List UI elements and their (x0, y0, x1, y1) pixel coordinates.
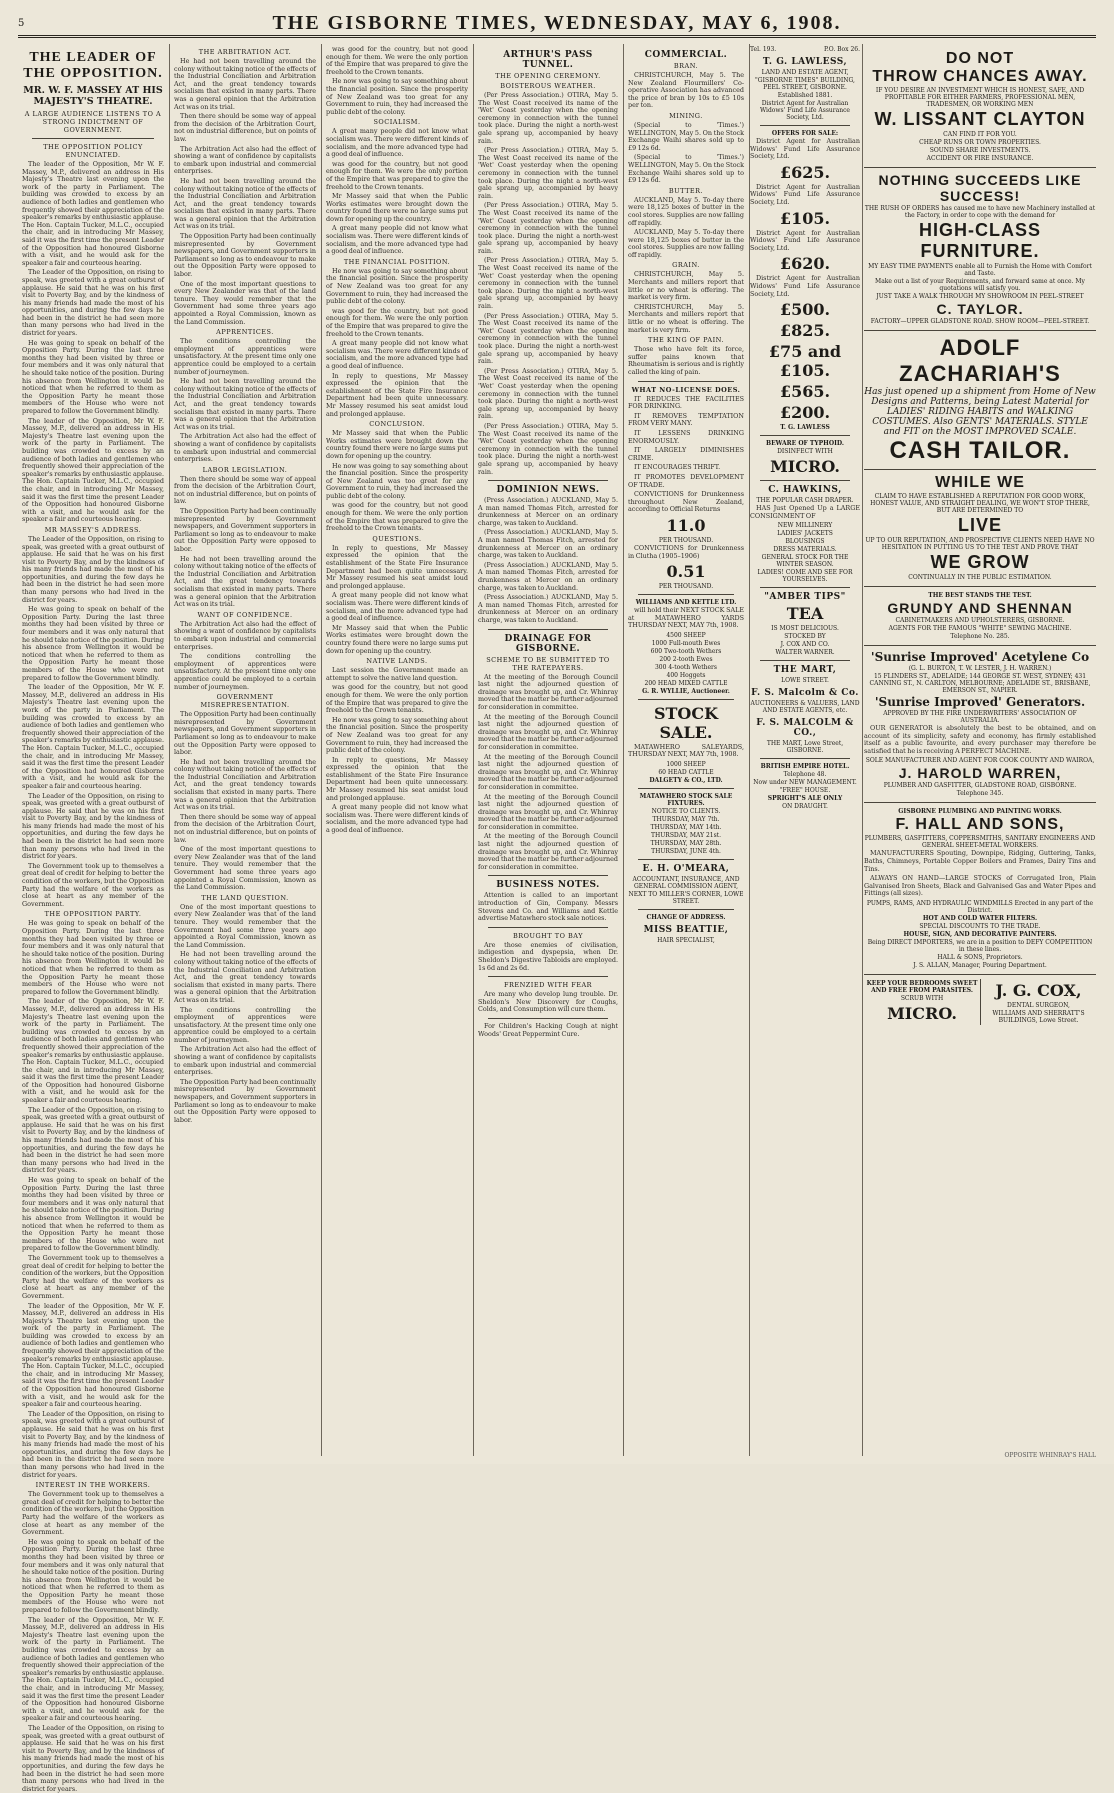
section-heading: INTEREST IN THE WORKERS. (35, 1481, 151, 1490)
article-body: Mr Massey said that when the Public Works estimates were brought down the country found there were no large sums put down for opening up the country. (326, 623, 468, 655)
ad-grundy (864, 587, 1096, 646)
ad-subheading: LOWE STREET. (781, 677, 829, 685)
ad-body: CAN FIND IT FOR YOU. (943, 131, 1017, 138)
ad-body: J. COX AND CO. (780, 641, 830, 649)
list-item: CHEAP RUNS OR TOWN PROPERTIES. (919, 139, 1041, 146)
article-body: A great many people did not know what socialism was. There were different kinds of socialism, and the more advanced type had a good deal of influence. (326, 224, 468, 256)
ad-sunrise (864, 646, 1096, 803)
ad-heading: E. H. O'MEARA, (642, 864, 730, 875)
section-heading: QUESTIONS. (372, 534, 422, 543)
rate-value: 11.0 (666, 515, 706, 535)
article-body: The leader of the Opposition, Mr W. F. Massey, M.P., delivered an address in His Majesty's Theatre last evening upon the work of the party in Parliament. The building was crowded to excess by an audience of both ladies and gentlemen who frequently showed their appreciation of the speaker's remarks by enthusiastic applause. The Hon. Captain Tucker, M.L.C., occupied the chair, and in introducing Mr Massey, said it was the first time the present Leader of the Opposition had honoured Gisborne with a visit, and he would ask for the speaker a fair and courteous hearing. (22, 1301, 164, 1409)
article-subhead: MR. W. F. MASSEY AT HIS MAJESTY'S THEATRE. (23, 85, 163, 107)
ad-brand: HIGH-CLASS FURNITURE. (919, 220, 1041, 261)
ad-brand: GRUNDY AND SHENNAN (887, 600, 1073, 616)
article-headline: COMMERCIAL. (644, 50, 728, 60)
list-item: IT LARGELY DIMINISHES CRIME. (628, 446, 744, 462)
ad-heading: WE GROW (930, 552, 1030, 572)
list-item: BLOUSINGS (785, 538, 825, 546)
list-item: THURSDAY, MAY 7th. (652, 816, 720, 824)
ad-body: SOLE MANUFACTURER AND AGENT FOR COOK COUNTY AND WAIROA, (865, 757, 1095, 765)
ad-heading: THE BEST STANDS THE TEST. (928, 592, 1032, 599)
ad-address: 15 FLINDERS ST., ADELAIDE; 144 GEORGE ST. WEST, SYDNEY; 431 CANNING ST., N. CARLTON, MELBOURNE; ADELAIDE ST., BRISBANE, EMERSON ST., NAPIER. (869, 673, 1091, 694)
ad-body: District Agent for Australian Widows' Fund Life Assurance Society, Ltd. (750, 137, 860, 161)
article-body: He was going to speak on behalf of the Opposition Party. During the last three months they had been visited by three or four members and it was only natural that he should take notice of the position. During his absence from Wellington it would be noticed that when he referred to them as the Opposition Party he meant those members of the House who were not prepared to follow the Government blindly. (22, 338, 164, 415)
article-body: He now was going to say something about the financial position. Since the prosperity of New Zealand was too great for any Government to ruin, they had increased the public debt of the colony. (326, 266, 468, 306)
masthead (18, 12, 1096, 38)
ad-heading: THE MART, (773, 665, 837, 676)
article-headline: THE LEADER OF THE OPPOSITION. (23, 50, 163, 81)
ad-body: CONVICTIONS for Drunkenness in Clutha (1905–1906) (628, 543, 744, 560)
ad-body: MATAWHERO SALEYARDS, THURSDAY NEXT, MAY 7th, 1908. (628, 742, 744, 759)
article-body: (Press Association.) AUCKLAND, May 5. A man named Thomas Fitch, arrested for drunkenness at Mercer on an ordinary charge, was taken to Auckland. (478, 496, 618, 527)
ad-zachariah (864, 331, 1096, 470)
list-item: 1000 Full-mouth Ewes (651, 639, 721, 647)
list-item: 200 2-tooth Ewes (659, 655, 713, 663)
article-headline: DOMINION NEWS. (496, 485, 600, 496)
article-body: was good for the country, but not good enough for them. We were the only portion of the Empire that was prepared to give the freehold to the Crown tenants. (326, 306, 468, 338)
article-body: He was going to speak on behalf of the Opposition Party. During the last three months they had been visited by three or four members and it was only natural that he should take notice of the position. During his absence from Wellington it would be noticed that when he referred to them as the Opposition Party he meant those members of the House who were not prepared to follow the Government blindly. (22, 1176, 164, 1253)
article-deck: THE OPENING CEREMONY. (495, 72, 601, 80)
ad-body: Make out a list of your Requirements, and forward same at once. My quotations will satisfy you. (875, 278, 1085, 292)
article-body: The Leader of the Opposition, on rising to speak, was greeted with a great outburst of applause. He said that he was on his first visit to Poverty Bay, and by the kindness of his many friends had made the most of his opportunities, and during the few days he had been in the district he had seen more than many persons who had lived in the district for years. (22, 1105, 164, 1175)
ad-established: Established 1881. (777, 92, 833, 99)
article-body: A great many people did not know what socialism was. There were different kinds of socialism, and the more advanced type had a good deal of influence. (326, 127, 468, 159)
ad-body: PUMPS, RAMS, AND HYDRAULIC WINDMILLS Erected in any part of the District. (866, 899, 1094, 914)
article-body: The Leader of the Opposition, on rising to speak, was greeted with a great outburst of applause. He said that he was on his first visit to Poverty Bay, and by the kindness of his many friends had made the most of his opportunities, and during the few days he had been in the district he had seen more than many persons who had lived in the district for years. (22, 1409, 164, 1479)
ad-subheading: PLUMBERS, GASFITTERS, COPPERSMITHS, SANITARY ENGINEERS AND GENERAL SHEET-METAL WORKERS. (864, 835, 1096, 850)
ad-brand: W. LISSANT CLAYTON (874, 109, 1086, 129)
article-body: The leader of the Opposition, Mr W. F. Massey, M.P., delivered an address in His Majesty's Theatre last evening upon the work of the party in Parliament. The building was crowded to excess by an audience of both ladies and gentlemen who frequently showed their appreciation of the speaker's remarks by enthusiastic applause. The Hon. Captain Tucker, M.L.C., occupied the chair, and in introducing Mr Massey, said it was the first time the present Leader of the Opposition had honoured Gisborne with a visit, and he would ask for the speaker a fair and courteous hearing. (22, 1615, 164, 1723)
price-value: £200. (779, 403, 831, 423)
ad-body: District Agent for Australian Widows' Fund Life Assurance Society, Ltd. (759, 100, 850, 121)
ad-body: AGENTS FOR THE FAMOUS "WHITE" SEWING MACHINE. (888, 625, 1072, 632)
article-body: The Government took up to themselves a great deal of credit for helping to better the condition of the workers, but the Opposition Party had the welfare of the workers as close at heart as any member of the Government. (22, 1253, 164, 1300)
article-body: The leader of the Opposition, Mr W. F. Massey, M.P., delivered an address in His Majesty's Theatre last evening upon the work of the party in Parliament. The building was crowded to excess by an audience of both ladies and gentlemen who frequently showed their appreciation of the speaker's remarks by enthusiastic applause. The Hon. Captain Tucker, M.L.C., occupied the chair, and in introducing Mr Massey, said it was the first time the present Leader of the Opposition had honoured Gisborne with a visit, and he would ask for the speaker a fair and courteous hearing. (22, 416, 164, 524)
ad-body: MY EASY TIME PAYMENTS enable all to Furnish the Home with Comfort and Taste. (868, 263, 1092, 277)
article-body: The leader of the Opposition, Mr W. F. Massey, M.P., delivered an address in His Majesty's Theatre last evening upon the work of the party in Parliament. The building was crowded to excess by an audience of both ladies and gentlemen who frequently showed their appreciation of the speaker's remarks by enthusiastic applause. The Hon. Captain Tucker, M.L.C., occupied the chair, and in introducing Mr Massey, said it was the first time the present Leader of the Opposition had honoured Gisborne with a visit, and he would ask for the speaker a fair and courteous hearing. (22, 160, 164, 267)
list-item: SOUND SHARE INVESTMENTS. (929, 147, 1031, 154)
ad-heading: T. G. LAWLESS (780, 424, 830, 432)
list-item: LADIES' JACKETS (777, 530, 833, 538)
list-item: IT LESSENS DRINKING ENORMOUSLY. (628, 428, 744, 445)
ad-heading: BEWARE OF TYPHOID. (766, 440, 844, 448)
price-value: £500. (779, 300, 831, 320)
section-heading: BUTTER. (668, 186, 704, 195)
article-body: He had not been travelling around the colony without taking notice of the effects of the Industrial Conciliation and Arbitration Act, and the great tendency towards socialism that existed in many parts. There was a general opinion that the Arbitration Act was on its trial. (174, 757, 316, 812)
ad-heading: WILLIAMS AND KETTLE LTD. (635, 599, 737, 607)
article-body: At the meeting of the Borough Council last night the adjourned question of drainage was brought up, and Cr. Whinray moved that the matter be further adjourned for consideration in committee. (478, 832, 618, 871)
column-1 (18, 46, 168, 1793)
article-body: The Arbitration Act also had the effect of showing a want of confidence by capitalists to embark upon industrial and commercial enterprises. (174, 1045, 316, 1077)
ad-heading: STOCK SALE. (653, 703, 719, 742)
article-body: At the meeting of the Borough Council last night the adjourned question of drainage was brought up, and Cr. Whinray moved that the matter be further adjourned for consideration in committee. (478, 792, 618, 831)
price-value: £565. (779, 382, 831, 402)
article-body: (Per Press Association.) OTIRA, May 5. The West Coast received its name of the 'Wet' Coast yesterday when the opening ceremony in connection with the tunnel took place. During the night a north-west gale sprang up, accompanied by heavy rain. (478, 366, 618, 421)
list-item: THURSDAY, JUNE 4th. (651, 848, 721, 856)
article-body: (Special to 'Times.') WELLINGTON, May 5. On the Stock Exchange Waihi shares sold up to £9 12s 6d. (628, 120, 744, 152)
list-item: NEW MILLINERY (777, 522, 833, 530)
telephone-number: Telephone 48. (783, 771, 827, 779)
article-deck: SCHEME TO BE SUBMITTED TO THE RATEPAYERS. (486, 655, 610, 672)
ad-address: WILLIAMS AND SHERRATT'S BUILDINGS, Lowe Street. (992, 1009, 1085, 1024)
ad-body: ON DRAUGHT. (782, 803, 828, 811)
auctioneer-name: DALGETY & CO., LTD. (649, 777, 723, 785)
article-body: The Leader of the Opposition, on rising to speak, was greeted with a great outburst of applause. He said that he was on his first visit to Poverty Bay, and by the kindness of his many friends had made the most of his opportunities, and during the few days he had been in the district he had seen more than many persons who had lived in the district for years. (22, 1723, 164, 1793)
ad-heading: CHANGE OF ADDRESS. (646, 914, 726, 922)
section-heading: THE FINANCIAL POSITION. (343, 257, 451, 266)
article-body: He now was going to say something about the financial position. Since the prosperity of New Zealand was too great for any Government to ruin, they had increased the public debt of the colony. (326, 77, 468, 116)
ad-body: Now under NEW MANAGEMENT. (753, 779, 857, 787)
ad-body: will hold their NEXT STOCK SALE at MATAWHERO YARDS THURSDAY NEXT, MAY 7th, 1908. (628, 606, 744, 630)
article-body: (Press Association.) AUCKLAND, May 5. A man named Thomas Fitch, arrested for drunkenness at Mercer on an ordinary charge, was taken to Auckland. (478, 560, 618, 592)
ad-bottom-row (864, 975, 1096, 1025)
ad-taylor (864, 168, 1096, 331)
ad-body: CONTINUALLY IN THE PUBLIC ESTIMATION. (908, 574, 1052, 581)
ad-body: MANUFACTURERS Spouting, Downpipe, Ridging, Guttering, Tanks, Baths, Chimneys, Portable Copper Boilers and Frames, Dairy Tins and Tins. (864, 849, 1096, 873)
article-body: The Government took up to themselves a great deal of credit for helping to better the condition of the workers, but the Opposition Party had the welfare of the workers as close at heart as any member of the Government. (22, 1490, 164, 1537)
article-body: At the meeting of the Borough Council last night the adjourned question of drainage was brought up, and Cr. Whinray moved that the matter be further adjourned for consideration in committee. (478, 672, 618, 711)
rate-unit: PER THOUSAND. (658, 583, 714, 591)
ad-body: APPROVED BY THE FIRE UNDERWRITERS' ASSOCIATION OF AUSTRALIA. (883, 710, 1077, 724)
ad-body: JUST TAKE A WALK THROUGH MY SHOWROOM IN PEEL-STREET (876, 293, 1084, 300)
page-footer: OPPOSITE WHINRAY'S HALL (1004, 1452, 1096, 1459)
ad-body: SPRIGHT'S ALE ONLY (767, 795, 843, 803)
article-body: One of the most important questions to every New Zealander was that of the land tenure. They would remember that the Government had some three years ago appointed a Royal Commission, known as the Land Commission. (174, 845, 316, 892)
ad-body: GENERAL STOCK FOR THE WINTER SEASON. (761, 554, 849, 569)
article-body: A great many people did not know what socialism was. There were different kinds of socialism, and the more advanced type had a good deal of influence. (326, 339, 468, 370)
ad-body: "FREE" HOUSE. (779, 787, 831, 795)
ad-address: "GISBORNE TIMES" BUILDING, PEEL STREET, GISBORNE. (755, 77, 855, 91)
ad-hall (864, 803, 1096, 975)
ad-body: District Agent for Australian Widows' Fund Life Assurance Society, Ltd. (750, 228, 860, 252)
article-body: In reply to questions, Mr Massey expressed the opinion that the establishment of the State Fire Insurance Department had been quite unnecessary. Mr Massey resumed his seat amidst loud and prolonged applause. (326, 371, 468, 418)
list-item: THURSDAY, MAY 14th. (650, 824, 722, 832)
po-box: P.O. Box 26. (824, 46, 860, 53)
page-title: THE GISBORNE TIMES, WEDNESDAY, MAY 6, 1908. (272, 12, 842, 34)
article-body: He was going to speak on behalf of the Opposition Party. During the last three months they had been visited by three or four members and it was only natural that he should take notice of the position. During his absence from Wellington it would be noticed that when he referred to them as the Opposition Party he meant those members of the House who were not prepared to follow the Government blindly. (22, 1537, 164, 1615)
article-body: Then there should be some way of appeal from the decision of the Arbitration Court, not on industrial difference, but on points of law. (174, 812, 316, 844)
column-3 (322, 46, 472, 1454)
list-item: THURSDAY, MAY 21st. (651, 832, 721, 840)
article-body: At the meeting of the Borough Council last night the adjourned question of drainage was brought up, and Cr. Whinray moved that the matter be further adjourned for consideration in committee. (478, 752, 618, 791)
article-body: The Leader of the Opposition, on rising to speak, was greeted with a great outburst of applause. He said that he was on his first visit to Poverty Bay, and by the kindness of his many friends had made the most of his opportunities, and during the few days he had been in the district he had seen more than many persons who had lived in the district for years. (22, 268, 164, 338)
ad-body: WALTER WARNER. (775, 649, 835, 657)
ad-heading: GISBORNE PLUMBING AND PAINTING WORKS. (898, 808, 1062, 816)
article-body: He had not been travelling around the colony without taking notice of the effects of the Industrial Conciliation and Arbitration Act, and the great tendency towards socialism that existed in many parts. There was a general opinion that the Arbitration Act was on its trial. (174, 554, 316, 609)
article-body: The conditions controlling the employment of apprentices were unsatisfactory. At the present time only one apprentice could be employed to a certain number of journeymen. (174, 1005, 316, 1044)
article-body: AUCKLAND, May 5. To-day there were 18,125 boxes of butter in the cool stores. Supplies are now falling off rapidly. (628, 195, 744, 227)
article-deck: A LARGE AUDIENCE LISTENS TO A STRONG INDICTMENT OF GOVERNMENT. (24, 110, 162, 134)
ad-body: HALL & SONS, Proprietors. (937, 953, 1023, 961)
article-body: (Press Association.) AUCKLAND, May 5. A man named Thomas Fitch, arrested for drunkenness at Mercer on an ordinary charge, was taken to Auckland. (478, 593, 618, 624)
ad-heading: "AMBER TIPS" (764, 592, 846, 603)
ad-body: HOT AND COLD WATER FILTERS. (922, 914, 1038, 922)
ad-body: Has just opened up a shipment from Home of New Designs and Patterns, being Latest Material for LADIES' RIDING HABITS and WALKING COSTUMES. Also GENTS' MATERIALS. STYLE and FIT on the MOST IMPROVED SCALE. (864, 387, 1096, 437)
article-body: In reply to questions, Mr Massey expressed the opinion that the establishment of the State Fire Insurance Department had been quite unnecessary. Mr Massey resumed his seat amidst loud and prolonged applause. (326, 755, 468, 802)
price-value: £825. (779, 321, 831, 341)
list-item: THURSDAY, MAY 28th. (650, 840, 722, 848)
article-body: Attention is called to an important introduction of Gin, Company. Messrs Stevens and Co. and Williams and Kettle advertise Matawhero stock sale notices. (478, 891, 618, 923)
ad-subheading: DENTAL SURGEON, (1007, 1001, 1070, 1009)
article-body: The Opposition Party had been continually misrepresented by Government newspapers, and Government supporters in Parliament so long as to endeavour to make out the Opposition Party were opposed to labor. (174, 507, 316, 554)
article-body: He now was going to say something about the financial position. Since the prosperity of New Zealand was too great for any Government to ruin, they had increased the public debt of the colony. (326, 461, 468, 500)
ad-brand: MICRO. (770, 457, 840, 477)
article-body: AUCKLAND, May 5. To-day there were 18,125 boxes of butter in the cool stores. Supplies are now falling off rapidly. (628, 228, 744, 259)
article-body: The Arbitration Act also had the effect of showing a want of confidence by capitalists to embark upon industrial and commercial enterprises. (174, 432, 316, 464)
ad-heading: MATAWHERO STOCK SALE FIXTURES. (639, 793, 733, 808)
ad-address: PLUMBER AND GASFITTER, GLADSTONE ROAD, GISBORNE. (883, 782, 1077, 790)
article-body: The Opposition Party had been continually misrepresented by Government newspapers, and Government supporters in Parliament so long as to endeavour to make out the Opposition Party were opposed to labor. (174, 1077, 316, 1124)
article-body: The Opposition Party had been continually misrepresented by Government newspapers, and Government supporters in Parliament so long as to endeavour to make out the Opposition Party were opposed to labor. (174, 232, 316, 279)
column-2 (170, 46, 320, 1454)
ad-subheading: AUCTIONEERS & VALUERS, LAND AND ESTATE AGENTS, etc. (750, 700, 860, 715)
ad-heading: WHILE WE (935, 474, 1025, 491)
article-body: One of the most important questions to every New Zealander was that of the land tenure. They would remember that the Government had some three years ago appointed a Royal Commission, known as the Land Commission. (174, 902, 316, 949)
article-body: Mr Massey said that when the Public Works estimates were brought down the country found there were no large sums put down for opening up the country. (326, 429, 468, 460)
telephone-number: Telephone No. 285. (950, 633, 1010, 640)
section-heading: SOCIALISM. (373, 118, 421, 127)
ad-brand: F. HALL AND SONS, (895, 816, 1065, 834)
ad-body: Being DIRECT IMPORTERS, we are in a position to DEFY COMPETITION in these lines. (867, 938, 1093, 953)
ad-body: OUR GENERATOR is absolutely the best to be obtained, and on account of its simplicity, safety and economy, has firmly established itself as a public favourite, and every purchaser may therefore be satisfied that he is receiving A PERFECT MACHINE. (864, 724, 1096, 755)
list-item: IT REDUCES THE FACILITIES FOR DRINKING. (628, 394, 744, 411)
list-item: IT ENCOURAGES THRIFT. (634, 463, 721, 472)
article-body: The Leader of the Opposition, on rising to speak, was greeted with a great outburst of applause. He said that he was on his first visit to Poverty Bay, and by the kindness of his many friends had made the most of his opportunities, and during the few days he had been in the district he had seen more than many persons who had lived in the district for years. (22, 791, 164, 861)
ad-heading: LIVE (957, 515, 1002, 535)
article-body: (Per Press Association.) OTIRA, May 5. The West Coast received its name of the 'Wet' Coast yesterday when the opening ceremony in connection with the tunnel took place. During the night a north-west gale sprang up, accompanied by heavy rain. (478, 201, 618, 255)
ad-brand: TEA (786, 604, 824, 624)
ad-body: CLAIM TO HAVE ESTABLISHED A REPUTATION FOR GOOD WORK, HONEST VALUE, AND STRAIGHT DEALING, WE WON'T STOP THERE, BUT ARE DETERMINED TO (870, 493, 1090, 514)
article-body: The Government took up to themselves a great deal of credit for helping to better the condition of the workers, but the Opposition Party had the welfare of the workers as close at heart as any member of the Government. (22, 861, 164, 908)
article-headline: DRAINAGE FOR GISBORNE. (504, 633, 592, 654)
section-heading: THE ARBITRATION ACT. (198, 48, 292, 56)
article-body: He had not been travelling around the colony without taking notice of the effects of the Industrial Conciliation and Arbitration Act, and the great tendency towards socialism that existed in many parts. There was a general opinion that the Arbitration Act was on its trial. (174, 377, 316, 431)
ad-body: SCRUB WITH (900, 994, 944, 1002)
article-body: At the meeting of the Borough Council last night the adjourned question of drainage was brought up, and Cr. Whinray moved that the matter be further adjourned for consideration in committee. (478, 712, 618, 751)
list-item: 1000 SHEEP (666, 761, 706, 769)
ad-do-not (864, 46, 1096, 168)
ad-subheading: LAND AND ESTATE AGENT, (761, 69, 849, 76)
ad-body: HOUSE, SIGN, AND DECORATIVE PAINTERS. (903, 930, 1057, 938)
article-body: (Special to 'Times.') WELLINGTON, May 5. On the Stock Exchange Waihi shares sold up to £9 12s 6d. (628, 153, 744, 185)
ad-heading: F. S. Malcolm & Co. (751, 688, 859, 699)
article-body: In reply to questions, Mr Massey expressed the opinion that the establishment of the State Fire Insurance Department had been quite unnecessary. Mr Massey resumed his seat amidst loud and prolonged applause. (326, 543, 468, 590)
column-5 (624, 46, 748, 1454)
ad-body: Are those enemies of civilisation, indigestion and dyspepsia, when Dr. Sheldon's Digestive Tabloids are employed. 1s 6d and 2s 6d. (478, 940, 618, 972)
ad-heading: F. S. MALCOLM & CO., (756, 718, 854, 739)
ad-body: STOCKED BY (784, 633, 826, 641)
ad-heading: BRITISH EMPIRE HOTEL. (760, 763, 850, 771)
article-body: He had not been travelling around the colony without taking notice of the effects of the Industrial Conciliation and Arbitration Act, and the great tendency towards socialism that existed in many parts. There was a general opinion that the Arbitration Act was on its trial. (174, 176, 316, 231)
article-body: A great many people did not know what socialism was. There were different kinds of socialism, and the more advanced type had a good deal of influence. (326, 591, 468, 623)
section-heading: CONCLUSION. (369, 420, 425, 429)
ad-heading: MISS BEATTIE, (643, 925, 729, 936)
telephone-number: Tel. 193. (750, 46, 777, 53)
list-item: DRESS MATERIALS. (773, 546, 837, 554)
article-body: The Arbitration Act also had the effect of showing a want of confidence by capitalists to embark upon industrial and commercial enterprises. (174, 144, 316, 176)
article-body: (Per Press Association.) OTIRA, May 5. The West Coast received its name of the 'Wet' Coast yesterday when the opening ceremony in connection with the tunnel took place. During the night a north-west gale sprang up, accompanied by heavy rain. (478, 256, 618, 311)
article-deck: BRAN. (673, 62, 699, 70)
section-heading: LABOR LEGISLATION. (202, 465, 288, 474)
article-body: Mr Massey said that when the Public Works estimates were brought down the country found there were no large sums put down for opening up the country. (326, 192, 468, 223)
ad-address: THE MART, Lowe Street, GISBORNE. (766, 740, 844, 755)
rate-unit: PER THOUSAND. (658, 536, 714, 544)
article-body: was good for the country, but not good enough for them. We were the only portion of the Empire that was prepared to give the freehold to the Crown tenants. (326, 683, 468, 715)
section-heading: NATIVE LANDS. (366, 657, 428, 666)
section-heading: THE OPPOSITION PARTY. (44, 910, 142, 919)
rate-value: 0.51 (666, 562, 706, 582)
article-body: (Per Press Association.) OTIRA, May 5. The West Coast received its name of the 'Wet' Coast yesterday when the opening ceremony in connection with the tunnel took place. During the night a north-west gale sprang up, accompanied by heavy rain. (478, 146, 618, 200)
list-item: IT REMOVES TEMPTATION FROM VERY MANY. (628, 411, 744, 428)
ad-address: FACTORY—UPPER GLADSTONE ROAD. SHOW ROOM—PEEL-STREET. (870, 318, 1090, 325)
article-deck: BOISTEROUS WEATHER. (500, 82, 596, 90)
list-item: 200 HEAD MIXED CATTLE (644, 679, 728, 687)
ad-subheading: THE POPULAR CASH DRAPER. (756, 497, 854, 505)
article-body: was good for the country, but not good enough for them. We were the only portion of the Empire that was prepared to give the freehold to the Crown tenants. (326, 45, 468, 76)
article-body: CHRISTCHURCH, May 5. Merchants and millers report that little or no wheat is offering. The market is very firm. (628, 270, 744, 302)
article-body: was good for the country, but not good enough for them. We were the only portion of the Empire that was prepared to give the freehold to the Crown tenants. (326, 501, 468, 533)
ad-body: District Agent for Australian Widows' Fund Life Assurance Society, Ltd. (750, 182, 860, 206)
ad-micro (864, 979, 980, 1025)
ad-body: For Children's Hacking Cough at night Woods' Great Peppermint Cure. (478, 1021, 618, 1038)
section-heading: MINING. (669, 111, 703, 120)
ad-body: HAS Just Opened Up a LARGE CONSIGNMENT OF (750, 504, 860, 520)
article-body: The conditions controlling the employment of apprentices were unsatisfactory. At the present time only one apprentice could be employed to a certain number of journeymen. (174, 337, 316, 376)
column-4 (474, 46, 622, 1454)
ad-brand: MICRO. (887, 1003, 957, 1023)
section-heading: THE LAND QUESTION. (201, 893, 289, 902)
ad-heading: BROUGHT TO BAY (513, 931, 583, 940)
section-heading: THE KING OF PAIN. (648, 336, 724, 345)
article-body: He was going to speak on behalf of the Opposition Party. During the last three months they had been visited by three or four members and it was only natural that he should take notice of the position. During his absence from Wellington it would be noticed that when he referred to them as the Opposition Party he meant those members of the House who were not prepared to follow the Government blindly. (22, 919, 164, 996)
article-headline: BUSINESS NOTES. (496, 880, 600, 891)
article-body: The conditions controlling the employment of apprentices were unsatisfactory. At the present time only one apprentice could be employed to a certain number of journeymen. (174, 652, 316, 691)
telephone-number: Telephone 345. (956, 790, 1004, 798)
article-deck: THE OPPOSITION POLICY ENUNCIATED. (43, 143, 143, 159)
article-body: CHRISTCHURCH, May 5. The New Zealand Flourmillers' Co-operative Association has advanced the price of bran by 10s to £5 10s per ton. (628, 71, 744, 110)
list-item: 400 Hoggets (666, 671, 706, 679)
ad-subheading: IS MOST DELICIOUS. (771, 625, 839, 633)
list-item: IT PROMOTES DEVELOPMENT OF TRADE. (628, 472, 744, 489)
article-body: was good for the country, but not good enough for them. We were the only portion of the Empire that was prepared to give the freehold to the Crown tenants. (326, 159, 468, 191)
article-body: The leader of the Opposition, Mr W. F. Massey, M.P., delivered an address in His Majesty's Theatre last evening upon the work of the party in Parliament. The building was crowded to excess by an audience of both ladies and gentlemen who frequently showed their appreciation of the speaker's remarks by enthusiastic applause. The Hon. Captain Tucker, M.L.C., occupied the chair, and in introducing Mr Massey, said it was the first time the present Leader of the Opposition had honoured Gisborne with a visit, and he would ask for the speaker a fair and courteous hearing. (22, 997, 164, 1105)
ad-body: LADIES! COME AND SEE FOR YOURSELVES. (757, 569, 853, 584)
ad-heading: OFFERS FOR SALE: (771, 130, 839, 137)
ad-subheading: DISINFECT WITH (777, 448, 833, 456)
article-body: The leader of the Opposition, Mr W. F. Massey, M.P., delivered an address in His Majesty's Theatre last evening upon the work of the party in Parliament. The building was crowded to excess by an audience of both ladies and gentlemen who frequently showed their appreciation of the speaker's remarks by enthusiastic applause. The Hon. Captain Tucker, M.L.C., occupied the chair, and in introducing Mr Massey, said it was the first time the present Leader of the Opposition had honoured Gisborne with a visit, and he would ask for the speaker a fair and courteous hearing. (22, 683, 164, 790)
article-body: Last session the Government made an attempt to solve the native land question. (326, 666, 468, 682)
article-body: CHRISTCHURCH, May 5. Merchants and millers report that little or no wheat is offering. The market is very firm. (628, 302, 744, 334)
ads-right (864, 46, 1096, 1025)
section-heading: GRAIN. (672, 261, 700, 270)
ad-brand: J. HAROLD WARREN, (898, 765, 1062, 782)
ad-heading: KEEP YOUR BEDROOMS SWEET AND FREE FROM PARASITES. (866, 979, 978, 994)
column-6-ads (750, 46, 1096, 1454)
article-body: (Per Press Association.) OTIRA, May 5. The West Coast received its name of the 'Wet' Coast yesterday when the opening ceremony in connection with the tunnel took place. During the night a north-west gale sprang up, accompanied by heavy rain. (478, 91, 618, 145)
price-value: £75 and £105. (768, 342, 842, 381)
ad-body: District Agent for Australian Widows' Fund Life Assurance Society, Ltd. (750, 274, 860, 298)
ad-heading: T. G. LAWLESS, (762, 57, 848, 67)
article-body: He was going to speak on behalf of the Opposition Party. During the last three months they had been visited by three or four members and it was only natural that he should take notice of the position. During his absence from Wellington it would be noticed that when he referred to them as the Opposition Party he meant those members of the House who were not prepared to follow the Government blindly. (22, 605, 164, 682)
list-item: 4500 SHEEP (666, 631, 706, 639)
ad-body: UP TO OUR REPUTATION, AND PROSPECTIVE CLIENTS NEED HAVE NO HESITATION IN PUTTING US TO THE TEST AND PROVE THAT (865, 537, 1095, 551)
article-body: A great many people did not know what socialism was. There were different kinds of socialism, and the more advanced type had a good deal of influence. (326, 803, 468, 835)
article-body: The Opposition Party had been continually misrepresented by Government newspapers, and Government supporters in Parliament so long as to endeavour to make out the Opposition Party were opposed to labor. (174, 710, 316, 757)
ad-body: (G. L. BURTON, T. W. LESTER, J. H. WARREN.) (908, 665, 1052, 672)
ad-brand: J. G. COX, (995, 980, 1082, 1000)
article-body: (Per Press Association.) OTIRA, May 5. The West Coast received its name of the 'Wet' Coast yesterday when the opening ceremony in connection with the tunnel took place. During the night a north-west gale sprang up, accompanied by heavy rain. (478, 311, 618, 366)
ad-brand: ADOLF ZACHARIAH'S (899, 335, 1061, 386)
list-item: 60 HEAD CATTLE (658, 769, 714, 777)
section-heading: MR MASSEY'S ADDRESS. (44, 525, 142, 534)
price-value: £105. (779, 208, 831, 228)
ad-while-we (864, 470, 1096, 587)
list-item: ACCIDENT OR FIRE INSURANCE. (926, 155, 1034, 162)
list-item: 600 Two-tooth Wethers (650, 647, 722, 655)
article-headline: ARTHUR'S PASS TUNNEL. (503, 50, 593, 70)
ad-body: ALWAYS ON HAND—LARGE STOCKS of Corrugated Iron, Plain Galvanised Iron Sheets, Black and Galvanised Gas and Water Pipes and Fittings (all sizes). (864, 874, 1096, 898)
article-body: One of the most important questions to every New Zealander was that of the land tenure. They would remember that the Government had some three years ago appointed a Royal Commission, known as the Land Commission. (174, 279, 316, 326)
ads-left (750, 46, 860, 811)
article-body: The Arbitration Act also had the effect of showing a want of confidence by capitalists to embark upon industrial and commercial enterprises. (174, 619, 316, 651)
ad-body: Are many who develop lung trouble. Dr. Sheldon's New Discovery for Coughs, Colds, and Consumption will cure them. (478, 990, 618, 1014)
ad-address: NEXT TO MILLER'S CORNER, LOWE STREET. (628, 891, 744, 906)
section-heading: APPRENTICES. (216, 328, 274, 337)
ad-body: IF YOU DESIRE AN INVESTMENT WHICH IS HONEST, SAFE, AND PROFITABLE FOR EITHER FARMERS, PROFESSIONAL MEN, TRADESMEN, OR WORKING MEN (875, 87, 1085, 108)
section-heading: GOVERNMENT MISREPRESENTATION. (200, 693, 290, 710)
article-body: Then there should be some way of appeal from the decision of the Arbitration Court, not on industrial difference, but on points of law. (174, 474, 316, 506)
list-item: 300 4-tooth Wethers (654, 663, 718, 671)
ad-heading: NOTHING SUCCEEDS LIKE SUCCESS! (878, 172, 1082, 204)
ad-body: J. S. ALLAN, Manager, Pouring Department. (913, 961, 1047, 969)
ad-body: CONVICTIONS for Drunkenness throughout New Zealand, according to Official Returns (628, 490, 744, 514)
ad-heading: THROW CHANCES AWAY. (872, 68, 1088, 85)
auctioneer-name: G. R. WYLLIE, Auctioneer. (642, 687, 730, 695)
ad-brand: CASH TAILOR. (889, 437, 1071, 464)
ad-heading: WHAT NO-LICENSE DOES. (631, 385, 741, 394)
article-body: The Leader of the Opposition, on rising to speak, was greeted with a great outburst of applause. He said that he was on his first visit to Poverty Bay, and by the kindness of his many friends had made the most of his opportunities, and during the few days he had been in the district he had seen more than many persons who had lived in the district for years. (22, 534, 164, 604)
ad-body: SPECIAL DISCOUNTS TO THE TRADE. (919, 922, 1041, 930)
ad-subheading: NOTICE TO CLIENTS. (651, 808, 721, 816)
ad-cox (980, 979, 1096, 1025)
section-heading: WANT OF CONFIDENCE. (197, 610, 293, 619)
ad-subheading: HAIR SPECIALIST, (657, 937, 715, 945)
article-body: (Per Press Association.) OTIRA, May 5. The West Coast received its name of the 'Wet' Coast yesterday when the opening ceremony in connection with the tunnel took place. During the night a north-west gale sprang up, accompanied by heavy rain. (478, 421, 618, 476)
article-body: Then there should be some way of appeal from the decision of the Arbitration Court, not on industrial difference, but on points of law. (174, 112, 316, 143)
ad-body: THE RUSH OF ORDERS has caused me to have new Machinery installed at the Factory, in order to cope with the demand for (864, 205, 1096, 219)
article-body: Those who have felt its force, suffer pains known that Rheumatism is serious and is rightly called the king of pain. (628, 345, 744, 376)
ad-heading: C. HAWKINS, (768, 485, 842, 496)
no-license-list (628, 396, 744, 490)
page-number: 5 (18, 18, 25, 29)
article-body: He now was going to say something about the financial position. Since the prosperity of New Zealand was too great for any Government to ruin, they had increased the public debt of the colony. (326, 715, 468, 755)
article-body: He had not been travelling around the colony without taking notice of the effects of the Industrial Conciliation and Arbitration Act, and the great tendency towards socialism that existed in many parts. There was a general opinion that the Arbitration Act was on its trial. (174, 950, 316, 1004)
ad-subheading: CABINETMAKERS AND UPHOLSTERERS, GISBORNE. (895, 617, 1065, 624)
ad-brand: 'Sunrise Improved' Acetylene Co (870, 650, 1090, 664)
article-body: (Press Association.) AUCKLAND, May 5. A man named Thomas Fitch, arrested for drunkenness at Mercer on an ordinary charge, was taken to Auckland. (478, 528, 618, 560)
ad-heading: FRENZIED WITH FEAR (503, 981, 593, 990)
ad-brand: C. TAYLOR. (936, 301, 1024, 317)
ad-subheading: ACCOUNTANT, INSURANCE, AND GENERAL COMMISSION AGENT, (632, 876, 740, 891)
ad-heading: DO NOT (945, 50, 1015, 67)
price-value: £625. (779, 162, 831, 182)
ad-brand: 'Sunrise Improved' Generators. (874, 695, 1086, 709)
price-value: £620. (779, 254, 831, 274)
article-body: He had not been travelling around the colony without taking notice of the effects of the Industrial Conciliation and Arbitration Act, and the great tendency towards socialism that existed in many parts. There was a general opinion that the Arbitration Act was on its trial. (174, 57, 316, 111)
